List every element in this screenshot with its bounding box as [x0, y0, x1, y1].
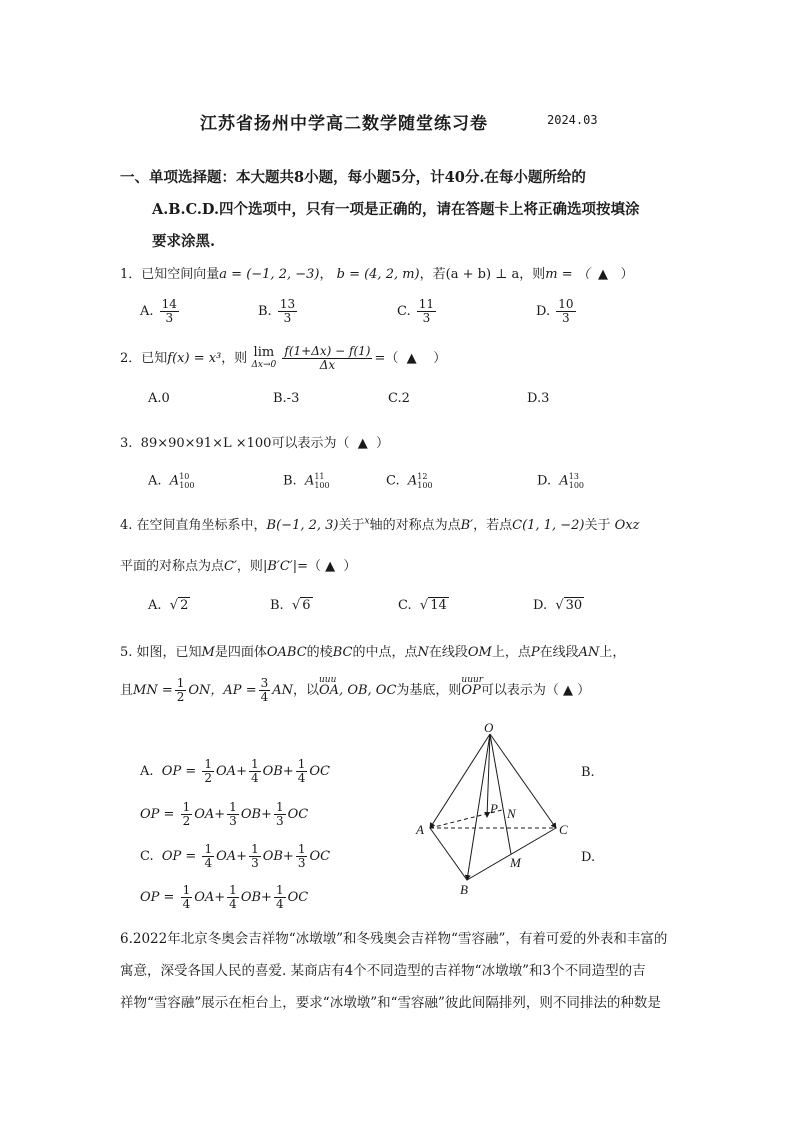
question-6-line2: 寓意，深受各国人民的喜爱. 某商店有4个不同造型的吉祥物“冰墩墩”和3个不同造型的吉 — [120, 963, 646, 979]
q1-vector-a: a = (−1, 2, −3) — [219, 267, 320, 282]
question-6-line1: 6.2022年北京冬奥会吉祥物“冰墩墩”和冬残奥会吉祥物“雪容融”，有着可爱的外表和丰富的 — [120, 931, 668, 947]
question-4-line2: 平面的对称点为点C′，则|B′C′|=（ ▲ ） — [120, 559, 357, 574]
q3-expression: 89×90×91×L ×100 — [140, 436, 272, 451]
q1-end: ） — [620, 267, 634, 282]
q1-option-d[interactable]: D. $\frac{10}{3}$ — [536, 297, 574, 325]
q2-lim: lim — [253, 344, 275, 360]
section-heading-line1: 一、单项选择题：本大题共8小题，每小题5分，计40分.在每小题所给的 — [120, 169, 586, 186]
edge-AB — [430, 828, 467, 880]
question-5-line2: 且MN = $\frac{1}{2}$ ON，AP = $\frac{3}{4}$ AN，以 uuu OA, OB, OC为基底，则 uuur OP可以表示为（ ▲ ） — [120, 675, 591, 704]
question-1: 1．已知空间向量a = (−1, 2, −3)， b = (4, 2, m)，若(a + b) ⊥ a，则m = （ ▲ ） — [120, 267, 634, 282]
q1-prefix: 1．已知空间向量 — [120, 267, 220, 282]
question-6-line3: 祥物“雪容融”展示在柜台上，要求“冰墩墩”和“雪容融”彼此间隔排列，则不同排法的种数是 — [120, 995, 661, 1011]
q1-option-a[interactable]: A. $\frac{14}{3}$ — [140, 297, 177, 325]
q2-denominator: Δx — [319, 358, 336, 372]
edge-OA — [430, 734, 490, 828]
q2-option-b[interactable]: B.-3 — [273, 391, 300, 406]
q3-option-b[interactable]: B. A 11 100 — [283, 472, 330, 490]
segment-OM — [490, 734, 511, 854]
q4-option-c[interactable]: C. √ 14 — [398, 598, 447, 613]
answer-triangle: ▲ — [598, 267, 609, 282]
question-4-line1: 4. 在空间直角坐标系中，B(−1, 2, 3)关于$^x$轴的对称点为点B′，若点C(1, 1, −2)关于 Oxz — [120, 516, 640, 533]
section-heading-line3: 要求涂黑. — [152, 233, 216, 250]
q2-lim-sub: Δx→0 — [251, 359, 277, 370]
q5-option-a[interactable]: A. OP = $\frac{1}{2}$ OA+ $\frac{1}{4}$ OB+ $\frac{1}{4}$ OC — [140, 757, 330, 785]
label-B: B — [460, 882, 468, 897]
q2-option-c[interactable]: C.2 — [388, 391, 410, 406]
q5-option-b-label[interactable]: B. — [581, 765, 595, 780]
label-M: M — [510, 855, 521, 870]
q4-option-d[interactable]: D. √ 30 — [533, 598, 583, 613]
q3-option-a[interactable]: A. A 10 100 — [148, 472, 195, 490]
q3-option-c[interactable]: C. A 12 100 — [386, 472, 433, 490]
tetrahedron-figure — [410, 720, 580, 900]
q2-function: f(x) = x³ — [167, 351, 222, 366]
exam-date: 2024.03 — [547, 113, 598, 127]
edge-OB — [467, 734, 490, 880]
q5-option-b[interactable]: OP = $\frac{1}{2}$ OA+ $\frac{1}{3}$ OB+ $\frac{1}{3}$ OC — [140, 800, 309, 828]
edge-BC — [467, 828, 556, 880]
label-P: P — [490, 801, 498, 816]
label-A: A — [416, 822, 424, 837]
question-3: 3. 89×90×91×L ×100可以表示为（ ▲ ） — [120, 436, 390, 451]
q1-option-b[interactable]: B. $\frac{13}{3}$ — [258, 297, 296, 325]
question-2: 2．已知f(x) = x³，则 lim Δx→0 $\frac{f(1+\Delta x) - f(1)}{\Delta x}$ =（ ▲ ） — [120, 344, 447, 372]
q1-option-c[interactable]: C. $\frac{11}{3}$ — [397, 297, 435, 325]
q5-option-c[interactable]: C. OP = $\frac{1}{4}$ OA+ $\frac{1}{3}$ OB+ $\frac{1}{3}$ OC — [140, 842, 331, 870]
q2-option-d[interactable]: D.3 — [527, 391, 550, 406]
page-title: 江苏省扬州中学高二数学随堂练习卷 — [200, 114, 488, 134]
q4-option-a[interactable]: A. √ 2 — [148, 598, 189, 613]
q4-option-b[interactable]: B. √ 6 — [270, 598, 311, 613]
q1-vector-b: b = (4, 2, m) — [336, 267, 420, 282]
label-N: N — [507, 806, 516, 821]
label-O: O — [484, 720, 494, 735]
q2-option-a[interactable]: A.0 — [148, 391, 170, 406]
label-C: C — [559, 822, 568, 837]
q3-option-d[interactable]: D. A 13 100 — [537, 472, 585, 490]
q1-ask: m = （ — [545, 267, 590, 282]
edge-OC — [490, 734, 556, 828]
question-5-line1: 5. 如图，已知M是四面体OABC的棱BC的中点，点N在线段OM上，点P在线段AN上， — [120, 645, 626, 660]
q5-option-d[interactable]: OP = $\frac{1}{4}$ OA+ $\frac{1}{4}$ OB+ $\frac{1}{4}$ OC — [140, 883, 309, 911]
q5-option-d-label[interactable]: D. — [581, 850, 596, 865]
q2-numerator: f(1+Δx) − f(1) — [284, 344, 371, 358]
q1-condition: ，若(a + b) ⊥ a，则 — [419, 267, 546, 282]
section-heading-line2: A.B.C.D.四个选项中，只有一项是正确的，请在答题卡上将正确选项按填涂 — [152, 201, 640, 218]
